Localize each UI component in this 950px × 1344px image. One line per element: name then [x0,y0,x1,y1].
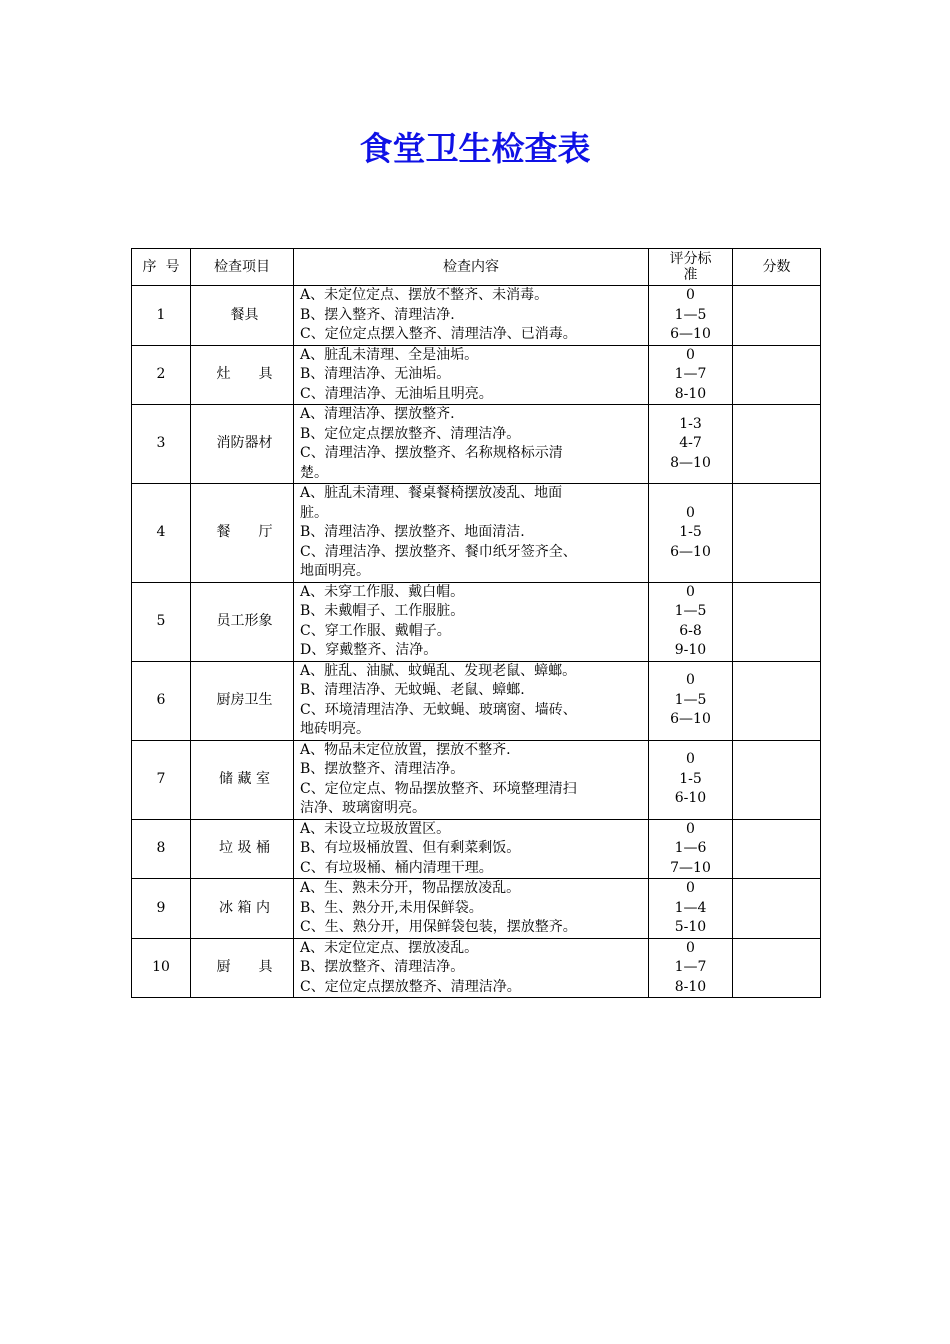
table-row [132,484,821,583]
criteria-line: 0 [686,346,695,363]
criteria-line: 7—10 [670,859,711,876]
row-content [294,345,649,405]
criteria-line: 6—10 [670,543,711,560]
content-line: A、未定位定点、摆放不整齐、未消毒。 [300,287,549,303]
content-line: A、生、熟未分开，物品摆放凌乱。 [300,880,521,896]
criteria-line: 1-5 [679,524,702,540]
row-content [294,405,649,484]
content-line: B、生、熟分开,未用保鲜袋。 [300,899,483,916]
content-line: A、未穿工作服、戴白帽。 [300,583,465,600]
table-row [132,879,821,939]
row-item: 餐 厅 [216,524,273,540]
row-score-input[interactable] [733,661,821,740]
content-line: C、清理洁净、摆放整齐、名称规格标示清 [300,445,563,461]
criteria-line: 1-3 [679,415,702,432]
row-seq: 6 [132,661,191,740]
criteria-line: 1—7 [674,366,707,382]
row-score-input[interactable] [733,819,821,879]
row-content [294,286,649,346]
row-item-cell [191,740,294,819]
header-item: 检查项目 [191,249,294,286]
row-criteria [649,938,733,998]
row-item-cell [191,484,294,583]
row-score-input[interactable] [733,405,821,484]
content-line: B、未戴帽子、工作服脏。 [300,603,465,619]
row-item: 灶 具 [216,366,273,382]
row-item: 储 藏 室 [219,770,270,787]
row-item-cell [191,286,294,346]
row-seq: 7 [132,740,191,819]
row-score-input[interactable] [733,286,821,346]
content-line: C、有垃圾桶、桶内清理干理。 [300,859,493,876]
header-content: 检查内容 [294,249,649,286]
table-row [132,661,821,740]
row-criteria [649,405,733,484]
page-title: 食堂卫生检查表 [359,129,591,168]
content-line: 楚。 [300,464,328,481]
row-item: 餐具 [230,306,259,323]
row-item-cell [191,661,294,740]
criteria-line: 1—6 [674,840,707,856]
row-seq: 2 [132,345,191,405]
criteria-line: 0 [686,583,695,600]
content-line: 地面明亮。 [300,563,370,579]
content-line: B、摆放整齐、清理洁净。 [300,959,465,975]
criteria-line: 5-10 [674,919,707,935]
header-criteria-line2: 准 [683,267,698,283]
header-seq: 序 号 [132,249,191,286]
row-criteria [649,286,733,346]
criteria-line: 1—7 [674,959,707,975]
content-line: A、未定位定点、摆放凌乱。 [300,939,479,956]
criteria-line: 0 [686,751,695,768]
content-line: B、定位定点摆放整齐、清理洁净。 [300,425,521,442]
row-score-input[interactable] [733,345,821,405]
row-content [294,740,649,819]
row-item: 消防器材 [216,435,273,452]
criteria-line: 9-10 [674,642,707,658]
row-item-cell [191,405,294,484]
row-score-input[interactable] [733,740,821,819]
criteria-line: 0 [686,820,695,837]
content-line: D、穿戴整齐、洁净。 [300,642,438,658]
content-line: C、定位定点、物品摆放整齐、环境整理清扫 [300,780,577,797]
row-content [294,582,649,661]
row-content [294,661,649,740]
criteria-line: 8-10 [674,385,707,402]
criteria-line: 6—10 [670,711,711,728]
row-score-input[interactable] [733,484,821,583]
header-criteria-line1: 评分标 [669,251,712,267]
table-row [132,740,821,819]
content-line: 洁净、玻璃窗明亮。 [300,800,426,816]
table-row [132,938,821,998]
row-content [294,938,649,998]
row-criteria [649,582,733,661]
row-score-input[interactable] [733,938,821,998]
content-line: A、脏乱、油腻、蚊蝇乱、发现老鼠、蟑螂。 [300,662,577,679]
criteria-line: 1—4 [674,899,707,916]
content-line: C、环境清理洁净、无蚊蝇、玻璃窗、墙砖、 [300,701,577,718]
row-item: 冰 箱 内 [219,899,270,916]
row-score-input[interactable] [733,582,821,661]
row-seq: 3 [132,405,191,484]
table-header-row [132,249,821,286]
row-content [294,879,649,939]
criteria-line: 6—10 [670,326,711,342]
criteria-line: 8—10 [670,454,711,471]
criteria-line: 8-10 [674,978,707,995]
row-criteria [649,661,733,740]
table-body [132,286,821,998]
row-item-cell [191,345,294,405]
content-line: A、脏乱未清理、餐桌餐椅摆放凌乱、地面 [300,485,563,501]
row-seq: 4 [132,484,191,583]
row-seq: 5 [132,582,191,661]
table-row [132,819,821,879]
criteria-line: 0 [686,939,695,956]
row-seq: 1 [132,286,191,346]
criteria-line: 6-8 [679,622,702,639]
criteria-line: 1—5 [674,306,707,323]
inspection-table [131,248,821,998]
table-row [132,345,821,405]
criteria-line: 1—5 [674,691,707,708]
content-line: A、未设立垃圾放置区。 [300,820,451,837]
criteria-line: 4-7 [679,435,702,452]
row-criteria [649,819,733,879]
content-line: B、清理洁净、摆放整齐、地面清洁. [300,524,525,540]
row-seq: 9 [132,879,191,939]
table-row [132,582,821,661]
content-line: B、摆入整齐、清理洁净. [300,306,455,323]
content-line: C、穿工作服、戴帽子。 [300,622,451,639]
criteria-line: 1—5 [674,603,707,619]
content-line: 地砖明亮。 [300,721,370,737]
row-item: 员工形象 [216,612,273,629]
criteria-line: 1-5 [679,770,702,787]
content-line: B、清理洁净、无油垢。 [300,366,451,382]
criteria-line: 0 [686,880,695,896]
header-score: 分数 [733,249,821,286]
content-line: A、清理洁净、摆放整齐. [300,406,455,422]
content-line: C、清理洁净、摆放整齐、餐巾纸牙签齐全、 [300,543,577,560]
row-seq: 8 [132,819,191,879]
criteria-line: 6-10 [674,790,707,807]
criteria-line: 0 [686,504,695,521]
row-item-cell [191,879,294,939]
content-line: A、脏乱未清理、全是油垢。 [300,346,479,363]
row-criteria [649,879,733,939]
row-criteria [649,345,733,405]
table-row [132,286,821,346]
content-line: C、生、熟分开，用保鲜袋包装，摆放整齐。 [300,919,577,935]
content-line: B、摆放整齐、清理洁净。 [300,761,465,777]
row-criteria [649,484,733,583]
content-line: C、定位定点摆放整齐、清理洁净。 [300,978,521,995]
content-line: C、定位定点摆入整齐、清理洁净、已消毒。 [300,326,577,342]
row-item-cell [191,819,294,879]
row-item: 厨 具 [216,959,273,975]
row-content [294,484,649,583]
content-line: C、清理洁净、无油垢且明亮。 [300,385,493,402]
row-item-cell [191,938,294,998]
header-criteria [649,249,733,286]
content-line: B、有垃圾桶放置、但有剩菜剩饭。 [300,840,521,856]
content-line: 脏。 [300,504,328,521]
row-content [294,819,649,879]
row-item-cell [191,582,294,661]
criteria-line: 0 [686,287,695,303]
row-item: 垃 圾 桶 [219,840,270,856]
content-line: B、清理洁净、无蚊蝇、老鼠、蟑螂. [300,682,525,698]
row-item: 厨房卫生 [216,691,273,708]
content-line: A、物品未定位放置，摆放不整齐. [300,741,511,758]
row-seq: 10 [132,938,191,998]
row-criteria [649,740,733,819]
table-row [132,405,821,484]
row-score-input[interactable] [733,879,821,939]
criteria-line: 0 [686,672,695,689]
